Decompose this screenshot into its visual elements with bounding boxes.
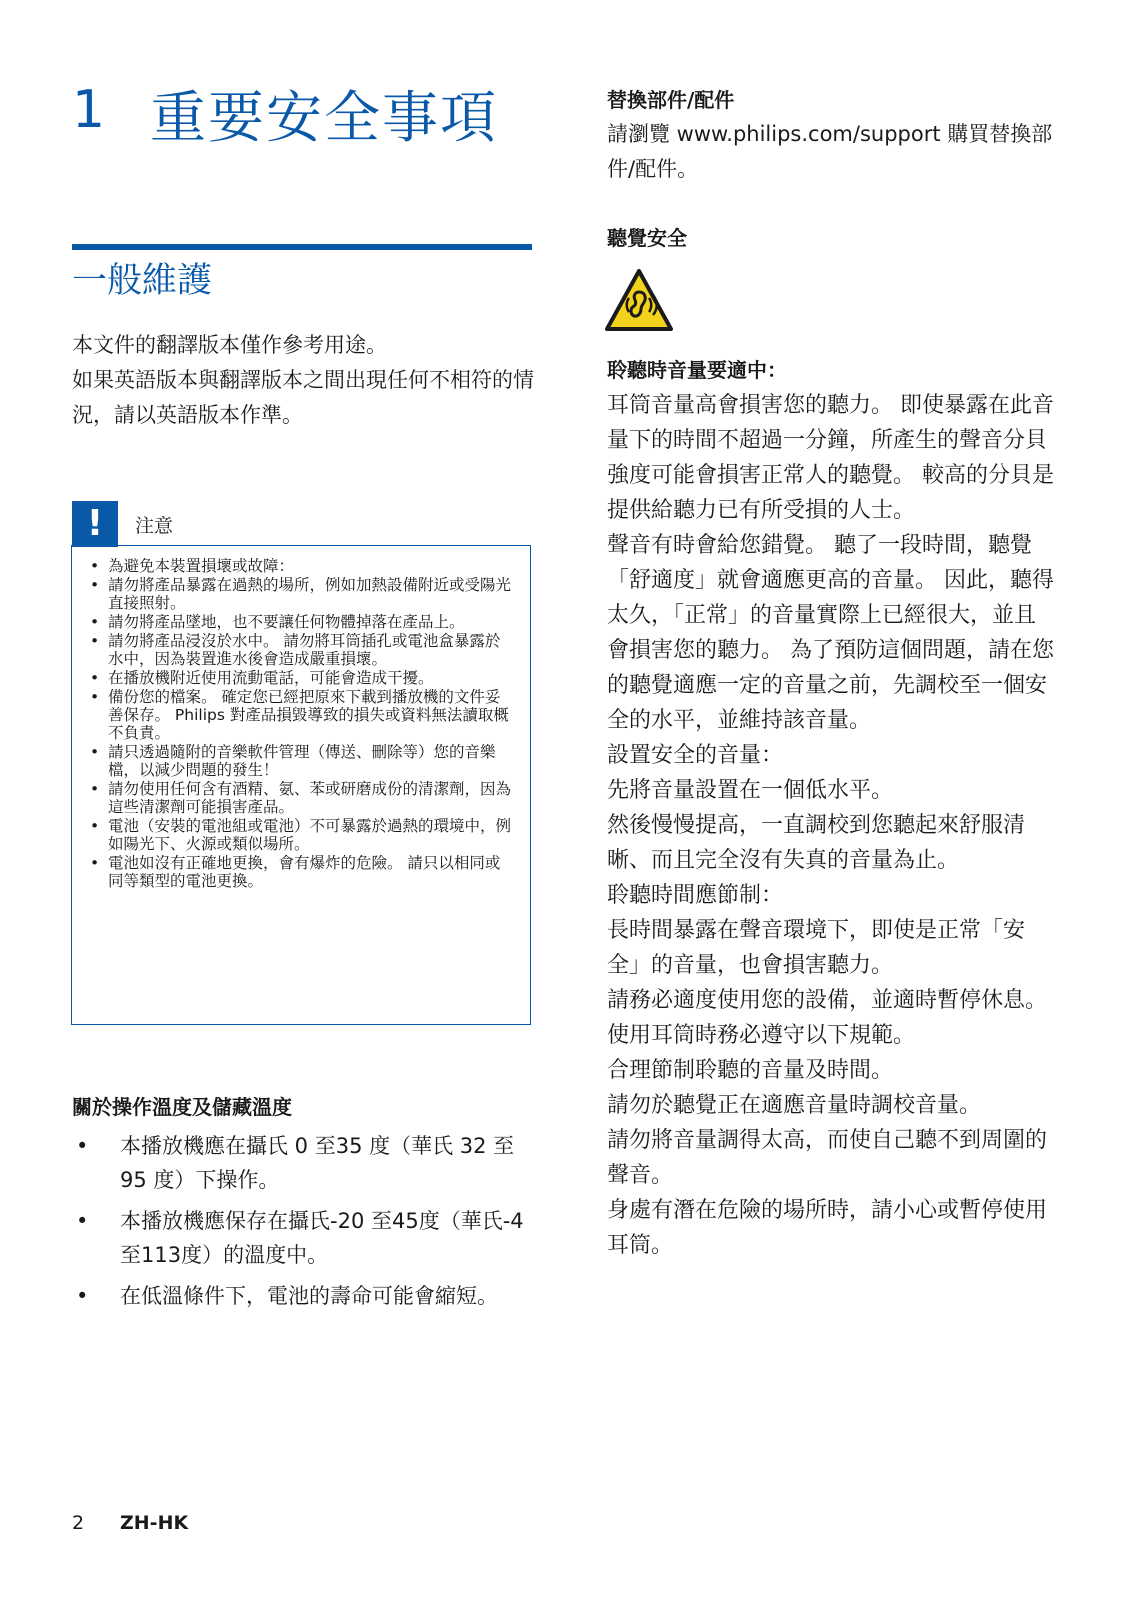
temperature-heading: 關於操作溫度及儲藏溫度 — [72, 1095, 292, 1119]
list-item: • 電池如沒有正確地更換，會有爆炸的危險。 請只以相同或同等類型的電池更換。 — [88, 854, 513, 890]
hearing-paragraph: 耳筒音量高會損害您的聽力。 即使暴露在此音量下的時間不超過一分鐘，所產生的聲音分貝強度可能會損害正常人的聽覺。 較高的分貝是提供給聽力已有所受損的人士。 — [607, 393, 1054, 523]
hearing-paragraph: 請勿將音量調得太高，而使自己聽不到周圍的聲音。 — [607, 1128, 1048, 1188]
list-item: • 請勿將產品浸沒於水中。 請勿將耳筒插孔或電池盒暴露於水中，因為裝置進水後會造成嚴重損壞。 — [88, 632, 513, 668]
page-number: 2 — [72, 1512, 85, 1534]
language-code: ZH-HK — [120, 1512, 189, 1534]
list-item: • 電池（安裝的電池組或電池）不可暴露於過熱的環境中，例如陽光下、火源或類似場所。 — [88, 817, 513, 853]
list-item: • 請勿將產品暴露在過熱的場所，例如加熱設備附近或受陽光直接照射。 — [88, 576, 513, 612]
parts-heading: 替換部件/配件 — [607, 88, 735, 112]
hearing-body — [607, 388, 1057, 1263]
hearing-paragraph: 然後慢慢提高，一直調校到您聽起來舒服清晰、而且完全沒有失真的音量為止。 — [607, 813, 1026, 873]
hearing-paragraph: 身處有潛在危險的場所時，請小心或暫停使用耳筒。 — [607, 1198, 1048, 1258]
caution-icon: ! — [72, 501, 118, 547]
list-item: • 本播放機應保存在攝氏-20 至45度（華氏-4 至113度）的溫度中。 — [72, 1204, 532, 1272]
caution-list — [88, 557, 513, 891]
hearing-paragraph: 請務必適度使用您的設備，並適時暫停休息。 — [607, 988, 1048, 1013]
parts-body: 請瀏覽 www.philips.com/support 購買替換部件/配件。 — [607, 122, 1053, 181]
intro-line: 如果英語版本與翻譯版本之間出現任何不相符的情況，請以英語版本作準。 — [72, 368, 534, 427]
hearing-paragraph: 合理節制聆聽的音量及時間。 — [607, 1058, 894, 1083]
section-title: 一般維護 — [72, 261, 213, 301]
chapter-title: 重要安全事項 — [150, 86, 498, 151]
hearing-paragraph: 聲音有時會給您錯覺。 聽了一段時間，聽覺「舒適度」就會適應更高的音量。 因此，聽得太久，「正常」的音量實際上已經很大，並且會損害您的聽力。 為了預防這個問題，請在您的聽覺適應一定的音量之前，先調校至一個安全的水平，並維持該音量。 — [607, 533, 1054, 733]
intro-paragraph — [72, 328, 542, 433]
temperature-list — [72, 1129, 532, 1320]
chapter-number: 1 — [72, 80, 106, 140]
list-item: • 在播放機附近使用流動電話，可能會造成干擾。 — [88, 669, 513, 687]
hearing-paragraph: 先將音量設置在一個低水平。 — [607, 778, 894, 803]
hearing-paragraph: 設置安全的音量： — [607, 743, 784, 768]
caution-label: 注意 — [135, 515, 174, 537]
list-item: • 備份您的檔案。 確定您已經把原來下載到播放機的文件妥善保存。 Philips 對產品損毀導致的損失或資料無法讀取概不負責。 — [88, 688, 513, 742]
list-item: • 本播放機應在攝氏 0 至35 度（華氏 32 至 95 度）下操作。 — [72, 1129, 532, 1197]
hearing-paragraph: 使用耳筒時務必遵守以下規範。 — [607, 1023, 916, 1048]
list-item: • 請勿將產品墜地，也不要讓任何物體掉落在產品上。 — [88, 613, 513, 631]
list-item: • 在低溫條件下，電池的壽命可能會縮短。 — [72, 1279, 532, 1313]
list-item: • 請勿使用任何含有酒精、氨、苯或研磨成份的清潔劑，因為這些清潔劑可能損害產品。 — [88, 780, 513, 816]
section-divider — [72, 244, 532, 250]
hearing-paragraph: 長時間暴露在聲音環境下，即使是正常「安全」的音量，也會損害聽力。 — [607, 918, 1026, 978]
list-item: • 請只透過隨附的音樂軟件管理（傳送、刪除等）您的音樂檔，以減少問題的發生！ — [88, 743, 513, 779]
hearing-paragraph: 聆聽時間應節制： — [607, 883, 784, 908]
intro-line: 本文件的翻譯版本僅作參考用途。 — [72, 333, 387, 357]
hearing-subheading: 聆聽時音量要適中： — [607, 358, 787, 382]
hearing-paragraph: 請勿於聽覺正在適應音量時調校音量。 — [607, 1093, 982, 1118]
hearing-heading: 聽覺安全 — [607, 226, 687, 250]
list-item: • 為避免本裝置損壞或故障： — [88, 557, 513, 575]
hearing-warning-icon — [604, 268, 674, 332]
